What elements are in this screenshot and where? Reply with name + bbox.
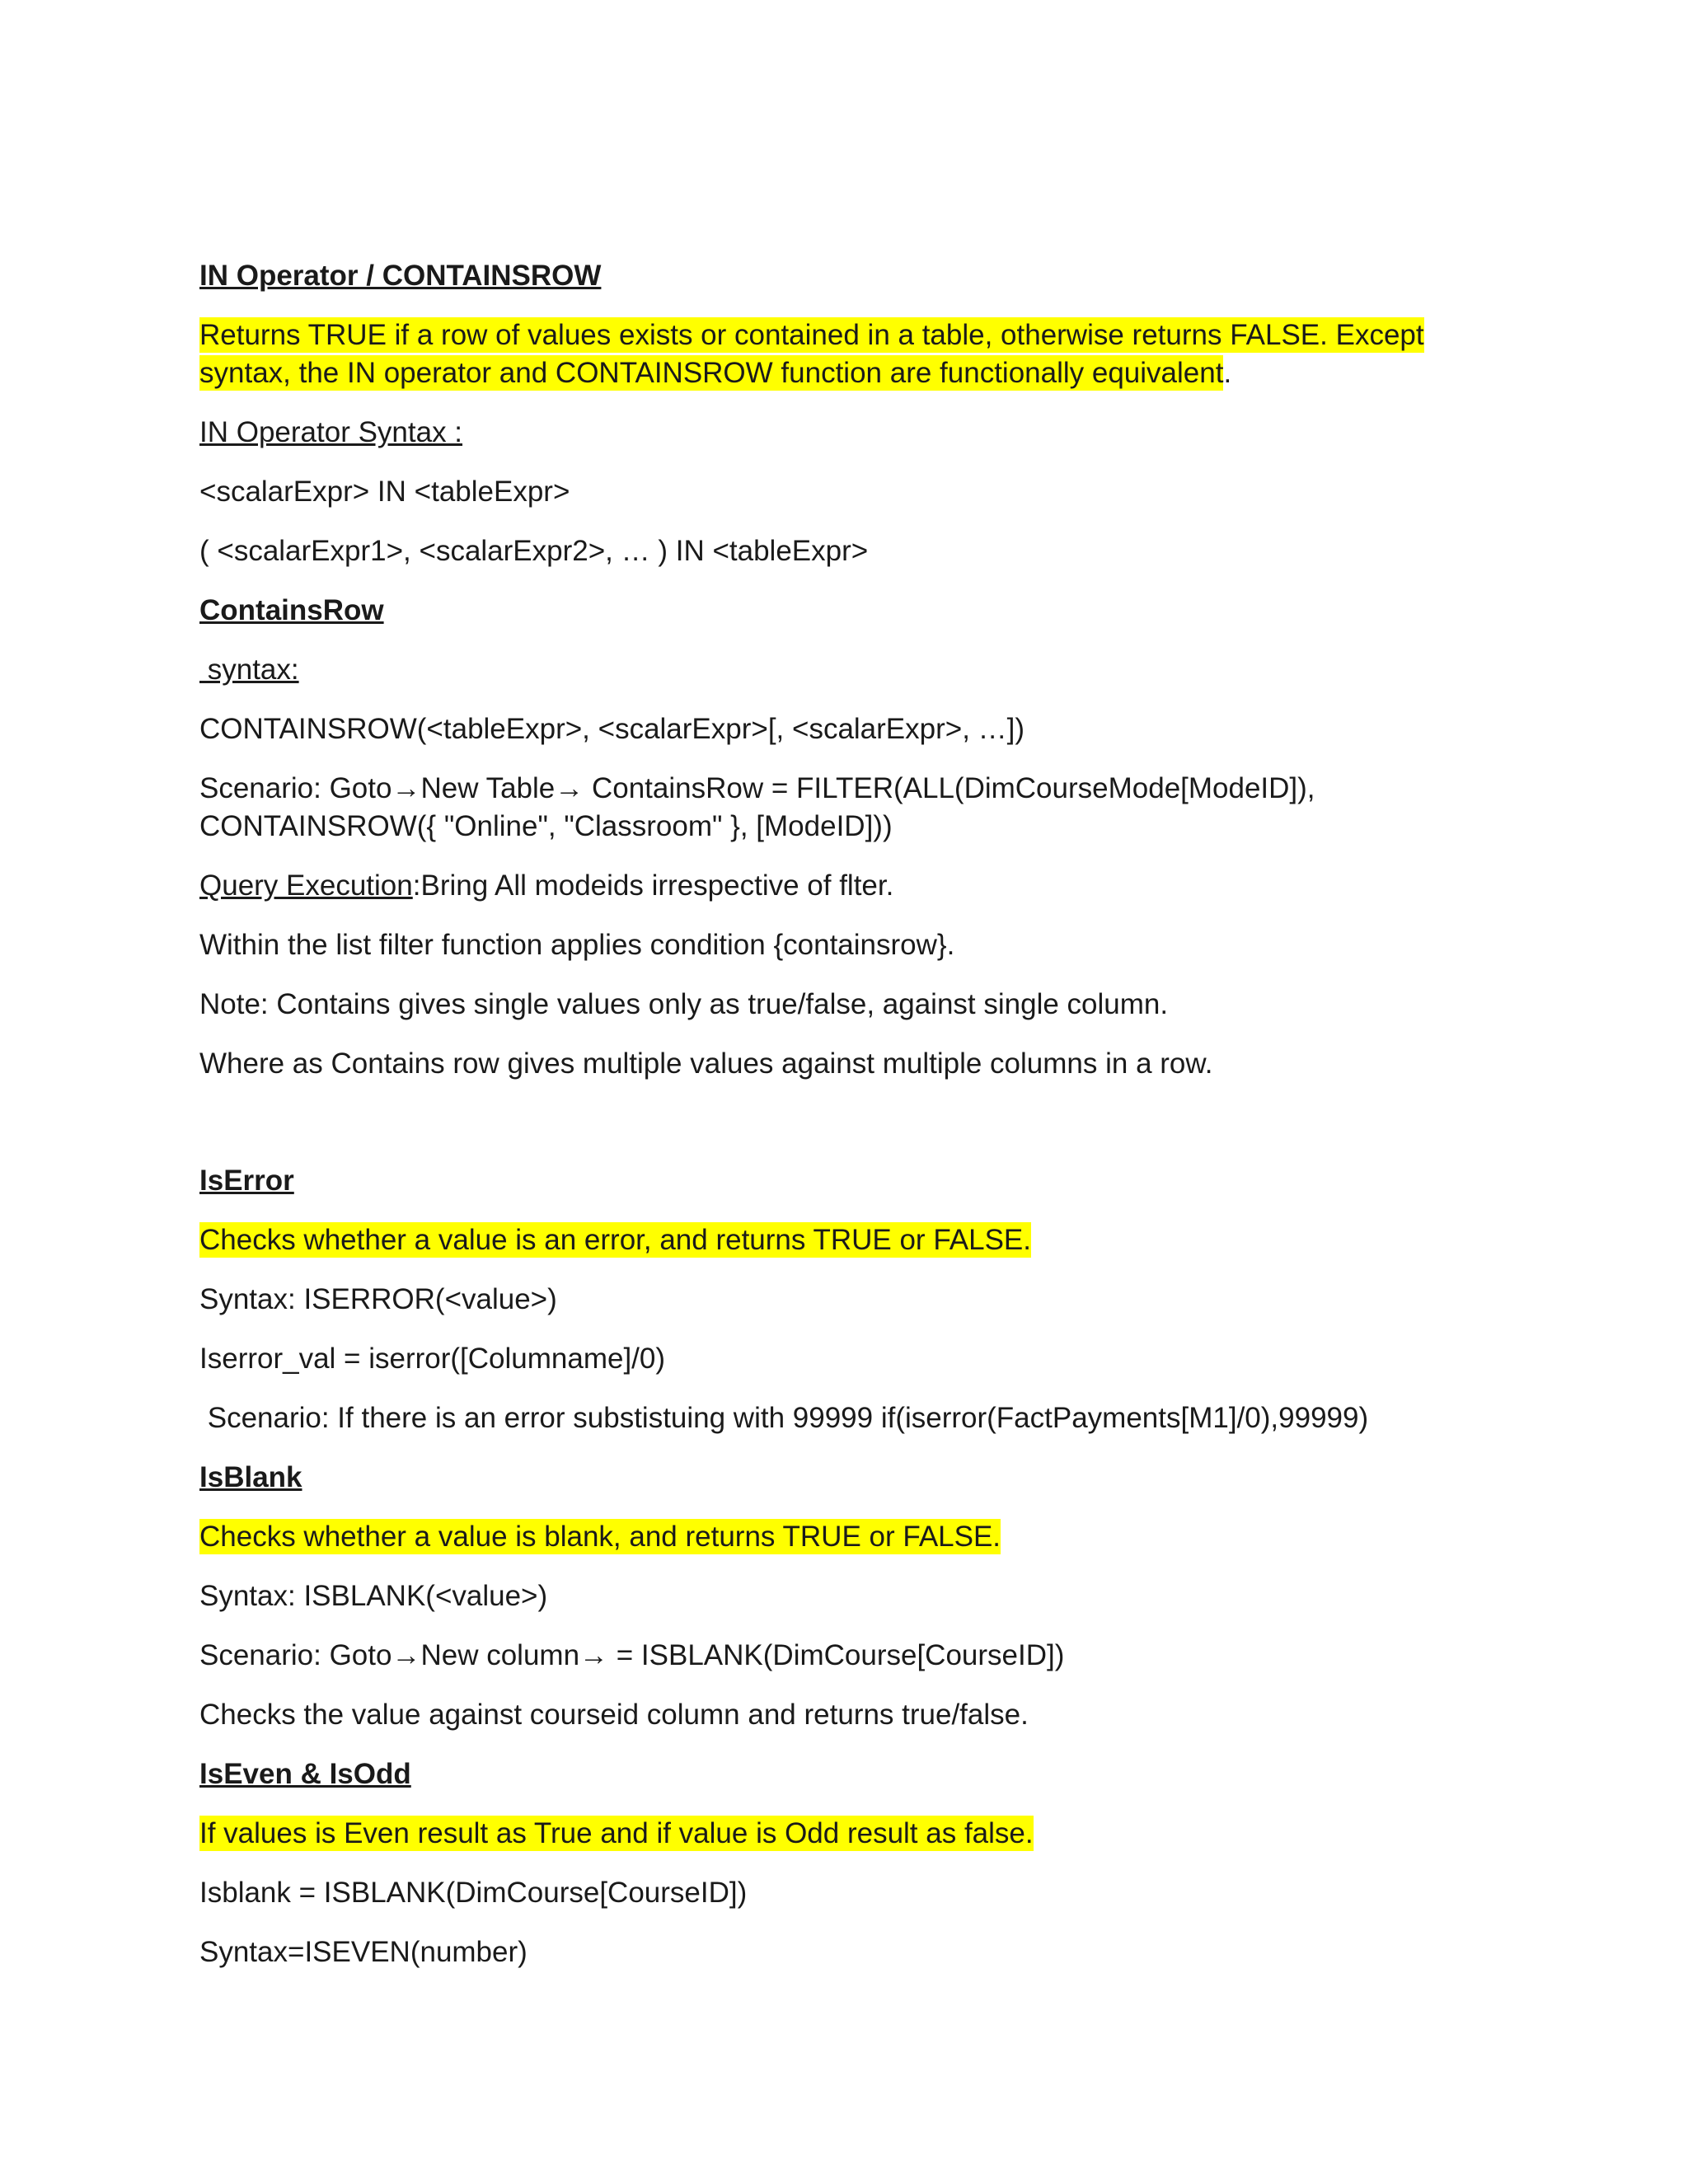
isblank-checks: Checks the value against courseid column and returns true/false. [199, 1699, 1029, 1731]
iseven-description [199, 1815, 1485, 1853]
iserror-example: Iserror_val = iserror([Columname]/0) [199, 1343, 666, 1375]
containsrow-syntax: CONTAINSROW(<tableExpr>, <scalarExpr>[, <scalarExpr>, …]) [199, 713, 1025, 745]
iserror-description [199, 1221, 1485, 1259]
section-spacer [199, 1104, 1485, 1162]
section-heading-isblank: IsBlank [199, 1461, 302, 1493]
section-heading-in-operator: IN Operator / CONTAINSROW [199, 260, 602, 292]
highlighted-text: If values is Even result as True and if value is Odd result as false. [199, 1817, 1034, 1849]
iserror-syntax: Syntax: ISERROR(<value>) [199, 1283, 557, 1315]
description-tail: . [1223, 357, 1232, 389]
highlighted-text: Checks whether a value is blank, and returns TRUE or FALSE. [199, 1521, 1001, 1553]
containsrow-note: Note: Contains gives single values only as true/false, against single column. [199, 988, 1169, 1020]
query-execution-text: :Bring All modeids irrespective of flter. [412, 869, 894, 902]
section-heading-iseven-isodd: IsEven & IsOdd [199, 1758, 411, 1790]
document-content [199, 257, 1485, 1993]
iseven-syntax: Syntax=ISEVEN(number) [199, 1936, 528, 1968]
highlighted-text: Returns TRUE if a row of values exists or contained in a table, otherwise returns FALSE. Except syntax, the IN operator and CONTAINSROW function are functionally equivalent [199, 319, 1424, 389]
in-operator-syntax-label: IN Operator Syntax : [199, 416, 463, 448]
isblank-syntax: Syntax: ISBLANK(<value>) [199, 1580, 548, 1612]
containsrow-within: Within the list filter function applies condition {containsrow}. [199, 929, 955, 961]
containsrow-scenario: Scenario: Goto→New Table→ ContainsRow = FILTER(ALL(DimCourseMode[ModeID]), CONTAINSROW({ "Online", "Classroom" }, [ModeID])) [199, 772, 1315, 842]
section-heading-iserror: IsError [199, 1165, 294, 1197]
containsrow-syntax-label: syntax: [199, 654, 299, 686]
in-operator-syntax-1: <scalarExpr> IN <tableExpr> [199, 476, 570, 508]
section-heading-containsrow: ContainsRow [199, 594, 384, 626]
iseven-example: Isblank = ISBLANK(DimCourse[CourseID]) [199, 1877, 748, 1909]
iserror-scenario: Scenario: If there is an error substistuing with 99999 if(iserror(FactPayments[M1]/0),99999) [199, 1402, 1369, 1434]
isblank-scenario: Scenario: Goto→New column→ = ISBLANK(DimCourse[CourseID]) [199, 1639, 1065, 1671]
query-execution-label: Query Execution [199, 869, 413, 902]
highlighted-text: Checks whether a value is an error, and returns TRUE or FALSE. [199, 1224, 1031, 1256]
containsrow-whereas: Where as Contains row gives multiple values against multiple columns in a row. [199, 1047, 1213, 1080]
isblank-description [199, 1518, 1485, 1556]
in-operator-description [199, 316, 1485, 392]
containsrow-query-execution [199, 867, 1485, 905]
in-operator-syntax-2: ( <scalarExpr1>, <scalarExpr2>, … ) IN <tableExpr> [199, 535, 869, 567]
